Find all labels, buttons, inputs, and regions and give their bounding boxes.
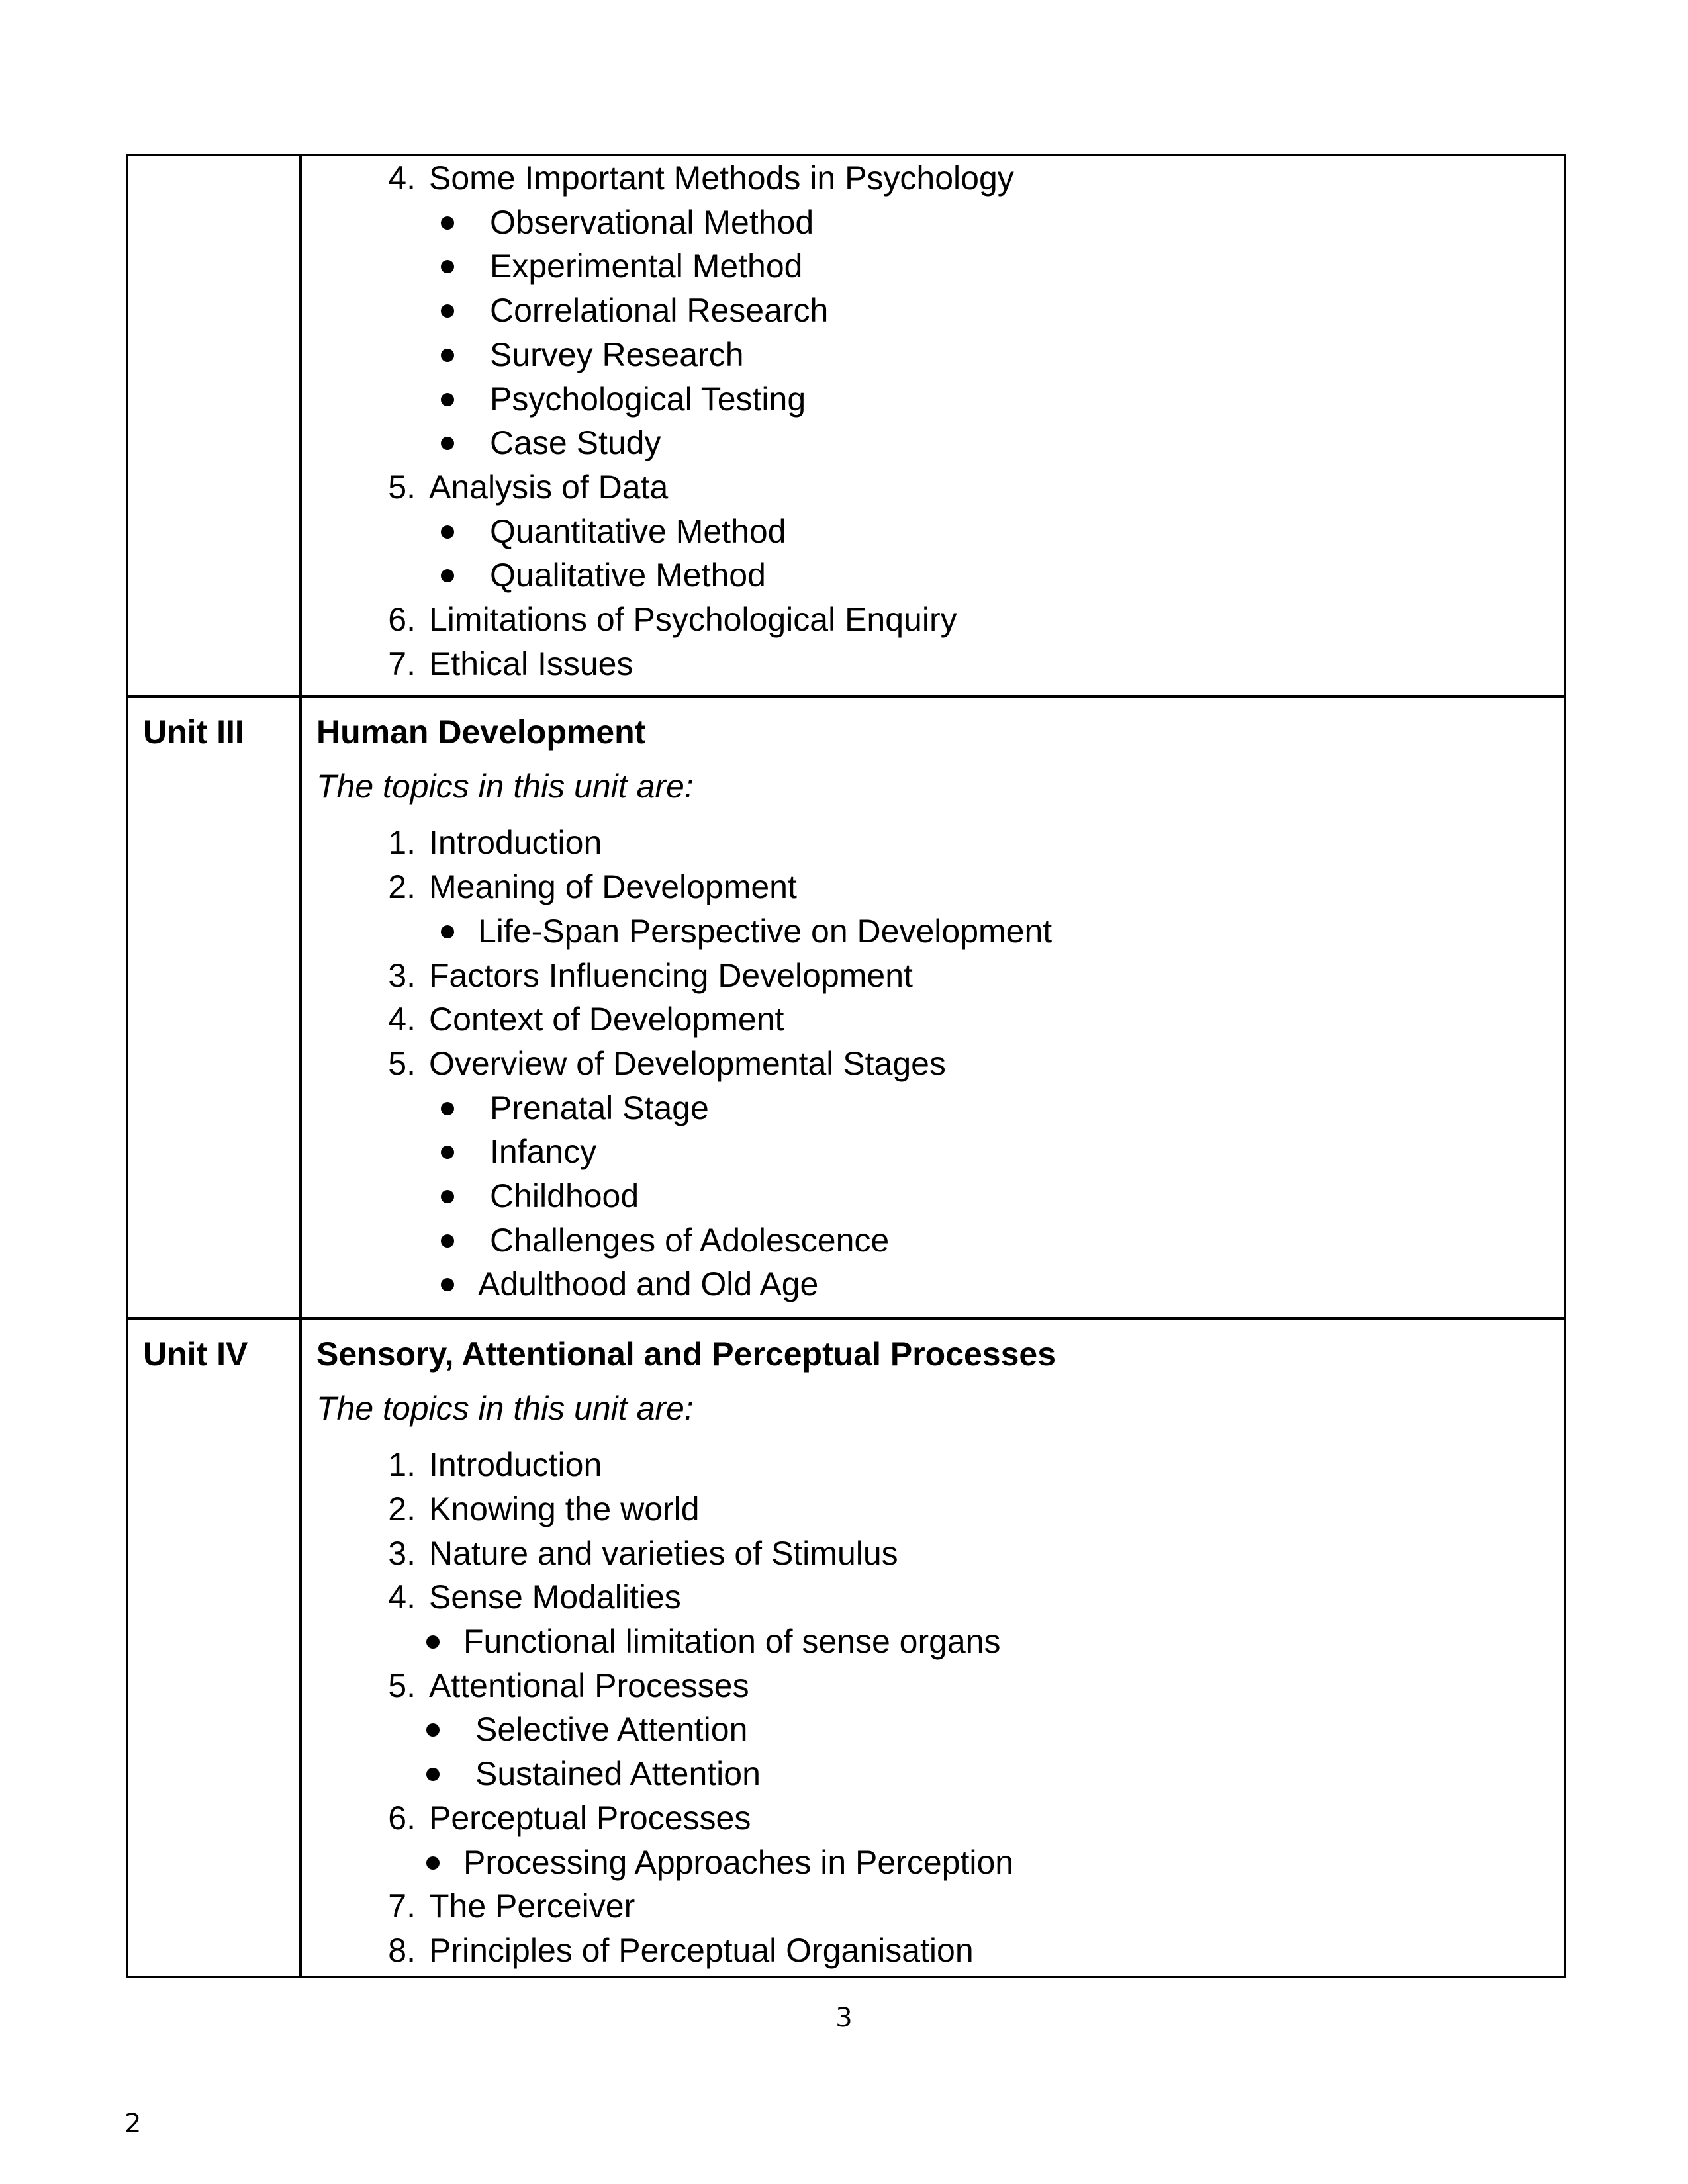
bullet-icon [426,1768,440,1781]
subtopic-list [316,1086,1550,1307]
topic-number: 5. [388,1666,416,1704]
topic-number: 8. [388,1931,416,1969]
topic-number: 7. [388,1888,416,1925]
bullet-icon [441,304,454,318]
topic-item [316,1042,1550,1306]
subtopic-item: Adulthood and Old Age [316,1262,1550,1306]
topic-number: 1. [388,824,416,862]
topic-label: Limitations of Psychological Enquiry [429,601,957,639]
footer-page-number: 2 [124,2109,142,2139]
topic-label: Perceptual Processes [429,1799,751,1837]
page-number: 3 [835,2003,853,2033]
bullet-icon [426,1856,440,1870]
unit3-content [301,696,1565,1318]
subtopic-item: Observational Method [316,201,1550,245]
bullet-icon [441,1234,454,1248]
topic-item [316,1929,1550,1973]
topic-number: 3. [388,956,416,994]
subtopic-item: Quantitative Method [316,510,1550,554]
subtopic-item: Life-Span Perspective on Development [316,909,1550,954]
table-row-unit3 [127,696,1565,1318]
subtopic-item: Childhood [316,1174,1550,1218]
topic-label: Context of Development [429,1001,784,1038]
topic-number: 5. [388,468,416,506]
topic-label: The Perceiver [429,1888,635,1925]
subtopic-item: Survey Research [316,333,1550,377]
subtopic-list [316,510,1550,598]
topic-label: Overview of Developmental Stages [429,1044,946,1082]
topic-label: Attentional Processes [429,1666,749,1704]
topic-label: Introduction [429,1446,602,1484]
topic-number: 2. [388,868,416,906]
subtopic-item: Infancy [316,1130,1550,1174]
bullet-icon [441,349,454,362]
subtopic-item: Psychological Testing [316,377,1550,422]
subtopic-item: Qualitative Method [316,553,1550,598]
topic-label: Introduction [429,824,602,862]
unit-title: Human Development [316,713,646,751]
topic-number: 5. [388,1044,416,1082]
unit-intro: The topics in this unit are: [316,1390,694,1428]
topic-number: 6. [388,1799,416,1837]
topic-number: 4. [388,1001,416,1038]
unit-title: Sensory, Attentional and Perceptual Processes [316,1336,1056,1373]
bullet-icon [441,1190,454,1203]
unit-label: Unit IV [127,1318,301,1976]
unit2-topic-list [316,156,1550,686]
topic-item [316,156,1550,465]
subtopic-item: Experimental Method [316,244,1550,289]
topic-label: Principles of Perceptual Organisation [429,1931,974,1969]
subtopic-item: Selective Attention [316,1707,1550,1752]
subtopic-list [316,201,1550,465]
topic-item [316,821,1550,865]
topic-number: 4. [388,159,416,197]
unit2-continued-content [301,155,1565,696]
unit4-content [301,1318,1565,1976]
subtopic-list [316,1707,1550,1796]
subtopic-item: Processing Approaches in Perception [316,1841,1550,1885]
topic-label: Factors Influencing Development [429,956,913,994]
topic-label: Nature and varieties of Stimulus [429,1534,898,1572]
syllabus-table [126,154,1566,1978]
topic-number: 2. [388,1490,416,1527]
subtopic-item: Prenatal Stage [316,1086,1550,1130]
bullet-icon [426,1635,440,1649]
subtopic-list [316,1619,1550,1664]
subtopic-list [316,909,1550,954]
unit-label: Unit III [127,696,301,1318]
topic-number: 7. [388,645,416,682]
topic-number: 6. [388,601,416,639]
subtopic-item: Challenges of Adolescence [316,1218,1550,1263]
topic-number: 4. [388,1578,416,1616]
topic-item [316,642,1550,686]
topic-item [316,1531,1550,1576]
subtopic-item: Sustained Attention [316,1752,1550,1796]
bullet-icon [441,525,454,539]
topic-label: Analysis of Data [429,468,669,506]
topic-item [316,1796,1550,1884]
topic-label: Meaning of Development [429,868,797,906]
topic-item [316,1487,1550,1531]
subtopic-list [316,1841,1550,1885]
topic-number: 3. [388,1534,416,1572]
topic-number: 1. [388,1446,416,1484]
topic-item [316,465,1550,598]
topic-item [316,598,1550,642]
subtopic-item: Correlational Research [316,289,1550,333]
bullet-icon [441,393,454,406]
topic-item [316,1884,1550,1929]
unit-label-cell-empty [127,155,301,696]
topic-label: Ethical Issues [429,645,633,682]
table-row-unit4 [127,1318,1565,1976]
topic-label: Sense Modalities [429,1578,681,1616]
bullet-icon [441,216,454,230]
topic-label: Knowing the world [429,1490,700,1527]
topic-item [316,954,1550,998]
table-row-unit2-continued [127,155,1565,696]
topic-item [316,1443,1550,1487]
unit3-topic-list [316,821,1550,1306]
unit-intro: The topics in this unit are: [316,768,694,805]
topic-item [316,1664,1550,1796]
topic-item [316,865,1550,953]
topic-item [316,1575,1550,1663]
subtopic-item: Functional limitation of sense organs [316,1619,1550,1664]
topic-item [316,997,1550,1042]
bullet-icon [441,925,454,938]
unit4-topic-list [316,1443,1550,1972]
bullet-icon [441,1102,454,1115]
topic-label: Some Important Methods in Psychology [429,159,1014,197]
subtopic-item: Case Study [316,421,1550,465]
